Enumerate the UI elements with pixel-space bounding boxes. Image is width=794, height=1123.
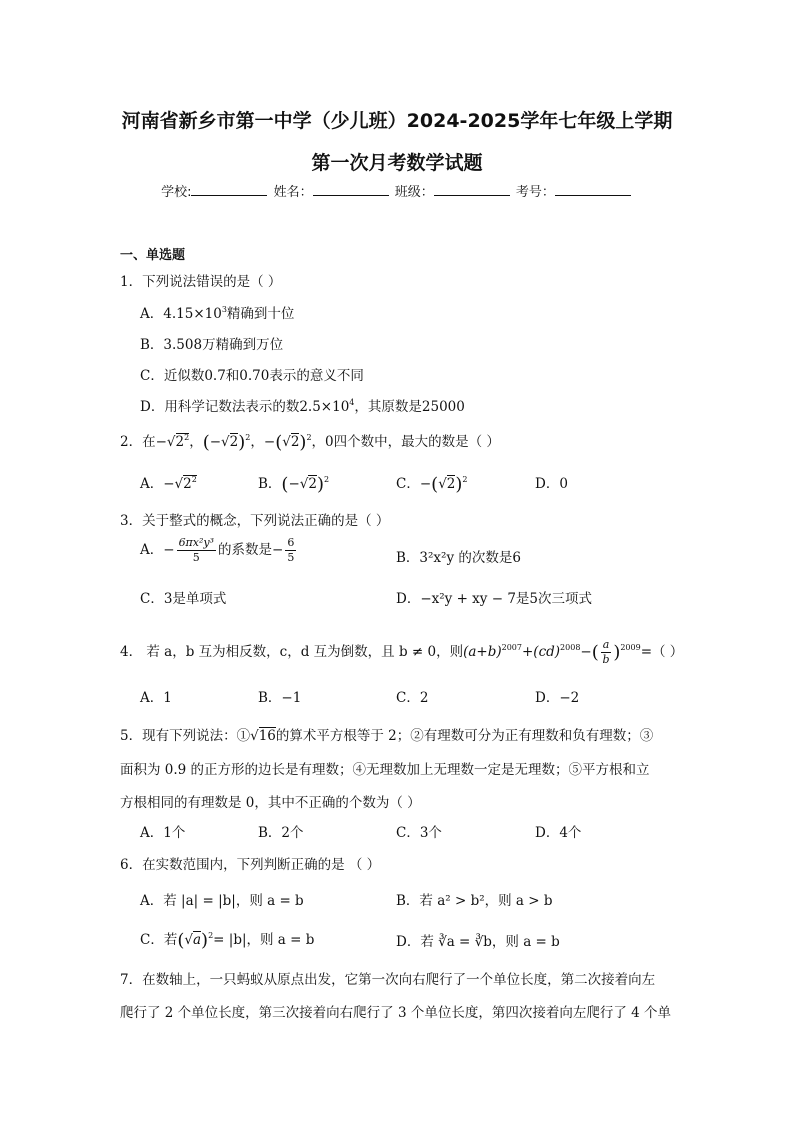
student-info-row — [0, 181, 794, 200]
q2-option-d: D．0 — [535, 476, 568, 492]
q1-option-c: C．近似数0.7和0.70表示的意义不同 — [140, 368, 364, 384]
q2-option-c: C．$-(√2)^2$ — [396, 474, 468, 495]
q5-option-b: B．2个 — [258, 825, 304, 841]
q1-option-d: D．用科学记数法表示的数$2.5\times 10^4$，其原数是25000 — [140, 398, 465, 415]
number-blank[interactable] — [555, 183, 631, 196]
q6-option-a: A．若 |a| = |b|，则 a = b — [140, 893, 304, 909]
q5-option-d: D．4个 — [535, 825, 582, 841]
q2-stem: 2．在$-√2^2$，$(-√2)^2$，$-(√2)^2$，0四个数中，最大的数是（ ） — [120, 432, 500, 453]
q6-option-d: D．若 ∛a = ∛b，则 a = b — [396, 934, 560, 950]
q4-option-b: B．−1 — [258, 690, 302, 706]
q7-line-1: 7．在数轴上，一只蚂蚁从原点出发，它第一次向右爬行了一个单位长度，第二次接着向左 — [120, 972, 656, 988]
q5-option-a: A．1个 — [140, 825, 186, 841]
q1-option-a: A．$4.15\times 10^3$精确到十位 — [140, 305, 295, 322]
q3-option-a: A．− $\frac{\text{6πx²y³}}{5}$ 的系数是− $\frac{6}{5}$ — [140, 536, 295, 564]
q3-option-b: B．3²x²y 的次数是6 — [396, 550, 521, 566]
q4-stem: 4． 若 a，b 互为相反数，c，d 互为倒数，且 b ≠ 0，则$(a+b)^{2007}+(cd)^{2008}-$( $\frac{a}{b}$ )$^{2009}$=（ ） — [120, 638, 684, 666]
q4-option-c: C．2 — [396, 690, 429, 706]
class-label: 班级： — [394, 185, 434, 200]
q3-option-c: C．3是单项式 — [140, 591, 227, 607]
q5-option-c: C．3个 — [396, 825, 442, 841]
number-label: 考号： — [515, 185, 555, 200]
class-blank[interactable] — [434, 183, 510, 196]
q5-line-2: 面积为 0.9 的正方形的边长是有理数；④无理数加上无理数一定是无理数；⑤平方根和立 — [120, 762, 650, 778]
q1-stem: 1．下列说法错误的是（ ） — [120, 274, 282, 290]
title-line-1: 河南省新乡市第一中学（少儿班）2024-2025学年七年级上学期 — [121, 110, 673, 132]
q6-stem: 6．在实数范围内，下列判断正确的是 （ ） — [120, 857, 381, 873]
q4-option-a: A．1 — [140, 690, 172, 706]
title-line-2: 第一次月考数学试题 — [311, 152, 483, 174]
name-blank[interactable] — [313, 183, 389, 196]
school-label: 学校: — [161, 185, 192, 200]
name-label: 姓名： — [273, 185, 313, 200]
q2-option-b: B．$(-√2)^2$ — [258, 474, 330, 495]
section-heading: 一、单选题 — [120, 248, 186, 263]
q1-option-b: B．3.508万精确到万位 — [140, 337, 284, 353]
q5-line-1: 5．现有下列说法：①√16的算术平方根等于 2；②有理数可分为正有理数和负有理数；③ — [120, 728, 654, 744]
q3-stem: 3．关于整式的概念，下列说法正确的是（ ） — [120, 513, 390, 529]
q6-option-b: B．若 a² > b²，则 a > b — [396, 893, 553, 909]
q2-option-a: A．$-√2^2$ — [140, 475, 197, 492]
school-blank[interactable] — [191, 183, 267, 196]
q4-option-d: D．−2 — [535, 690, 580, 706]
q7-line-2: 爬行了 2 个单位长度，第三次接着向右爬行了 3 个单位长度，第四次接着向左爬行了 4 个单 — [120, 1005, 672, 1021]
q6-option-c: C．若$(√a)^2= |b|$，则 a = b — [140, 930, 315, 951]
q5-line-3: 方根相同的有理数是 0，其中不正确的个数为（ ） — [120, 795, 421, 811]
q3-option-d: D．−x²y + xy − 7是5次三项式 — [396, 591, 592, 607]
